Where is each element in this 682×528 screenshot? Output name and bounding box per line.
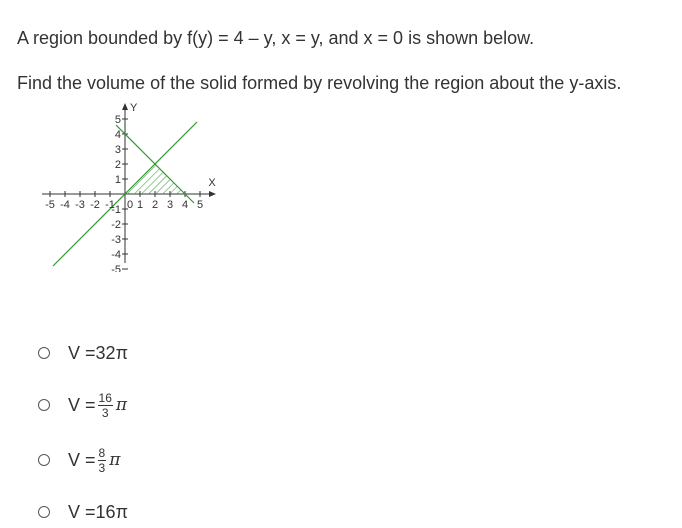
answer-choice-d[interactable] bbox=[38, 500, 128, 524]
fraction-numerator: 8 bbox=[98, 445, 106, 460]
fraction bbox=[98, 447, 107, 474]
fraction bbox=[98, 392, 113, 419]
fraction-numerator: 16 bbox=[98, 390, 112, 405]
x-tick-label: 0 bbox=[127, 199, 134, 211]
y-tick-label: -1 bbox=[111, 204, 121, 216]
y-tick-label: 3 bbox=[114, 144, 121, 156]
radio-button-c[interactable] bbox=[38, 454, 50, 466]
question-line-2: Find the volume of the solid formed by revolving the region about the y-axis. bbox=[17, 73, 622, 93]
radio-button-b[interactable] bbox=[38, 399, 50, 411]
y-axis-label: Y bbox=[130, 102, 138, 114]
y-tick-label: -2 bbox=[111, 219, 121, 231]
y-tick-label: -4 bbox=[111, 249, 121, 261]
x-tick-label: 1 bbox=[136, 199, 144, 211]
y-tick-label: 4 bbox=[114, 129, 121, 141]
fraction-denominator: 3 bbox=[101, 405, 109, 420]
x-tick-label: -3 bbox=[75, 199, 85, 211]
fraction-denominator: 3 bbox=[98, 460, 106, 475]
y-tick-label: 1 bbox=[114, 174, 121, 186]
answer-choice-a[interactable] bbox=[38, 341, 128, 365]
x-tick-label: 2 bbox=[151, 199, 159, 211]
region-graph bbox=[30, 100, 230, 272]
x-tick-label: -1 bbox=[105, 199, 115, 211]
x-tick-label: 4 bbox=[181, 199, 189, 211]
radio-button-d[interactable] bbox=[38, 506, 50, 518]
answer-choice-b[interactable] bbox=[38, 390, 128, 420]
x-tick-label: 3 bbox=[166, 199, 174, 211]
x-tick-label: -4 bbox=[60, 199, 70, 211]
choice-b-text: V = $\frac{16}{3}$ π bbox=[68, 390, 128, 420]
x-tick-label: 5 bbox=[196, 199, 204, 211]
x-axis-label: X bbox=[208, 177, 216, 189]
pi-symbol: π bbox=[115, 395, 128, 415]
x-tick-label: -2 bbox=[90, 199, 100, 211]
y-tick-label: -3 bbox=[111, 234, 121, 246]
question-line-1: A region bounded by f(y) = 4 – y, x = y, and x = 0 is shown below. bbox=[17, 28, 535, 48]
radio-button-a[interactable] bbox=[38, 347, 50, 359]
choice-d-text: V = 16 π bbox=[68, 501, 128, 522]
y-tick-label: 2 bbox=[114, 159, 121, 171]
x-tick-label: -5 bbox=[45, 199, 55, 211]
choice-a-text: V = 32 π bbox=[68, 342, 128, 363]
pi-symbol: π bbox=[109, 450, 121, 470]
choice-c-text: V = $\frac{8}{3}$ π bbox=[68, 445, 121, 475]
answer-choice-c[interactable] bbox=[38, 445, 121, 475]
y-axis-arrow-icon bbox=[122, 103, 128, 110]
x-axis-arrow-icon bbox=[209, 191, 216, 197]
y-tick-label: -5 bbox=[111, 264, 121, 272]
y-tick-label: 5 bbox=[114, 114, 121, 126]
shaded-region bbox=[125, 164, 185, 194]
